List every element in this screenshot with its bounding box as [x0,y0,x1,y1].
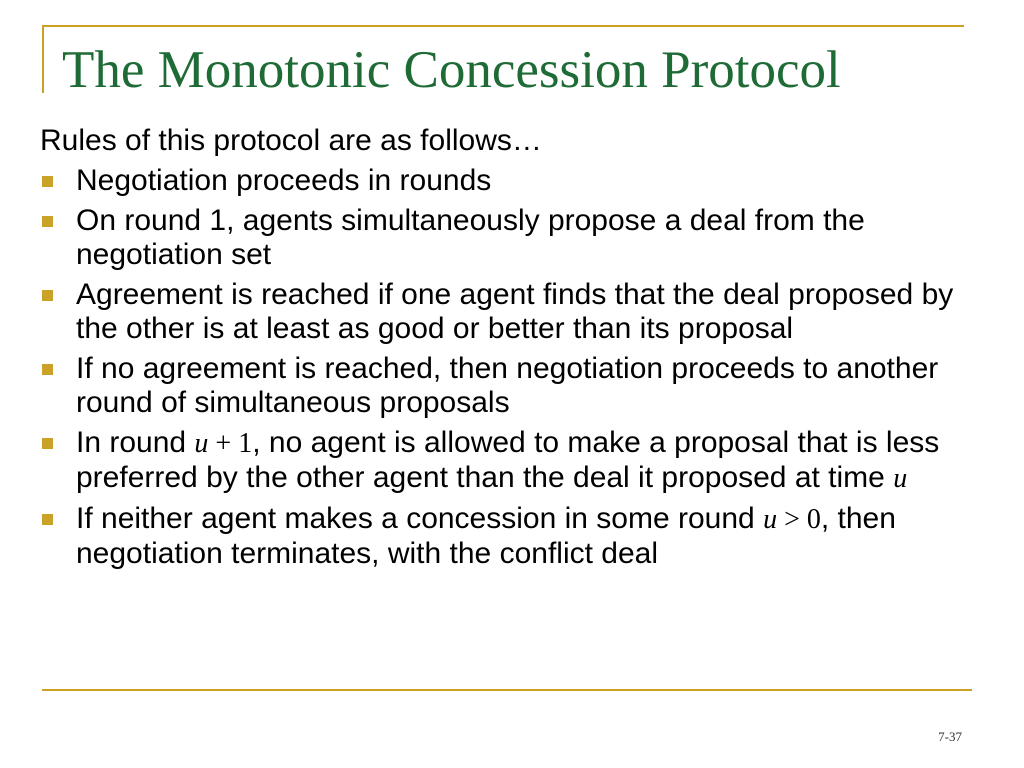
square-bullet-icon [42,364,53,375]
list-item [40,502,990,571]
bullet-text: If no agreement is reached, then negotiation proceeds to another round of simultaneous proposals [76,352,939,419]
list-item [40,352,990,420]
slide-title: The Monotonic Concession Protocol [62,41,841,99]
bullet-text-start: In round [76,426,195,459]
square-bullet-icon [42,438,53,449]
math-expression [763,504,821,535]
math-operator: + 1 [208,428,253,459]
slide-body [40,124,990,577]
math-operator: > 0 [777,504,821,535]
math-variable: u [893,463,908,494]
list-item [40,164,990,198]
square-bullet-icon [42,514,53,525]
square-bullet-icon [42,176,53,187]
frame-left-rule [42,25,44,93]
bullet-text: On round 1, agents simultaneously propose a deal from the negotiation set [76,204,865,271]
bullet-text: Negotiation proceeds in rounds [76,164,492,197]
math-expression [893,463,907,494]
math-variable: u [763,504,778,535]
frame-top-rule [42,25,964,27]
bullet-text: Agreement is reached if one agent finds that the deal proposed by the other is at least as good or better than its proposal [76,278,954,345]
list-item [40,426,990,496]
list-item [40,278,990,346]
square-bullet-icon [42,216,53,227]
intro-text: Rules of this protocol are as follows… [40,124,542,157]
bullet-text-end: , then negotiation terminates, with the conflict deal [76,502,896,570]
bullet-text-end: , no agent is allowed to make a proposal that is less preferred by the other agent than the deal it proposed at time [76,426,940,494]
math-variable: u [194,428,209,459]
square-bullet-icon [42,290,53,301]
math-expression [194,428,252,459]
list-item [40,204,990,272]
page-number: 7-37 [938,729,962,744]
rules-list [40,164,990,571]
bullet-text-start: If neither agent makes a concession in some round [76,502,764,535]
frame-bottom-rule [42,689,972,691]
